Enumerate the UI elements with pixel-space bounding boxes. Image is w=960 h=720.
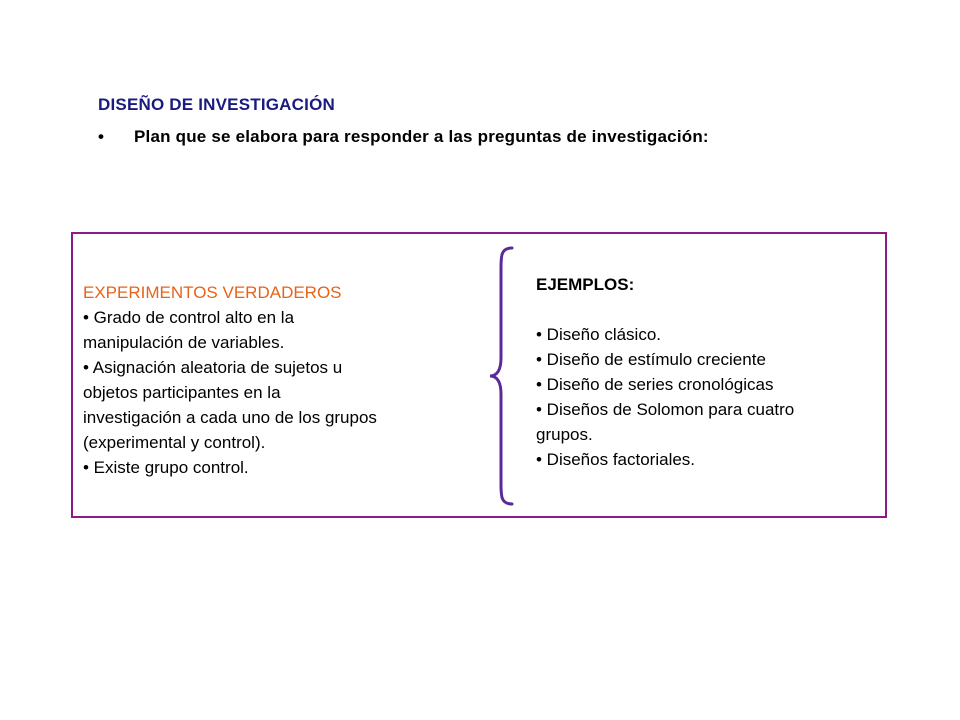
left-panel-line: • Existe grupo control.: [83, 458, 249, 477]
left-panel-line: • Asignación aleatoria de sujetos u: [83, 358, 343, 377]
left-panel: [83, 280, 473, 480]
left-panel-line: investigación a cada uno de los grupos: [83, 408, 377, 427]
left-panel-line: objetos participantes en la: [83, 383, 281, 402]
right-panel: [536, 272, 876, 472]
right-panel-line: • Diseño clásico.: [536, 325, 662, 344]
bullet-marker: •: [98, 127, 105, 146]
right-panel-line: • Diseño de series cronológicas: [536, 375, 774, 394]
subtitle-bullet-item: [98, 127, 709, 147]
right-panel-spacer: [536, 297, 876, 322]
subtitle-text: Plan que se elabora para responder a las preguntas de investigación:: [134, 127, 709, 146]
right-panel-line: • Diseño de estímulo creciente: [536, 350, 766, 369]
right-panel-line: grupos.: [536, 425, 593, 444]
right-panel-line: • Diseños factoriales.: [536, 450, 696, 469]
curly-brace-icon: [488, 246, 514, 506]
left-panel-line: • Grado de control alto en la: [83, 308, 295, 327]
right-panel-heading: EJEMPLOS:: [536, 275, 635, 294]
left-panel-line: (experimental y control).: [83, 433, 266, 452]
right-panel-line: • Diseños de Solomon para cuatro: [536, 400, 795, 419]
slide-title: DISEÑO DE INVESTIGACIÓN: [98, 95, 335, 114]
left-panel-heading: EXPERIMENTOS VERDADEROS: [83, 283, 342, 302]
left-panel-line: manipulación de variables.: [83, 333, 285, 352]
